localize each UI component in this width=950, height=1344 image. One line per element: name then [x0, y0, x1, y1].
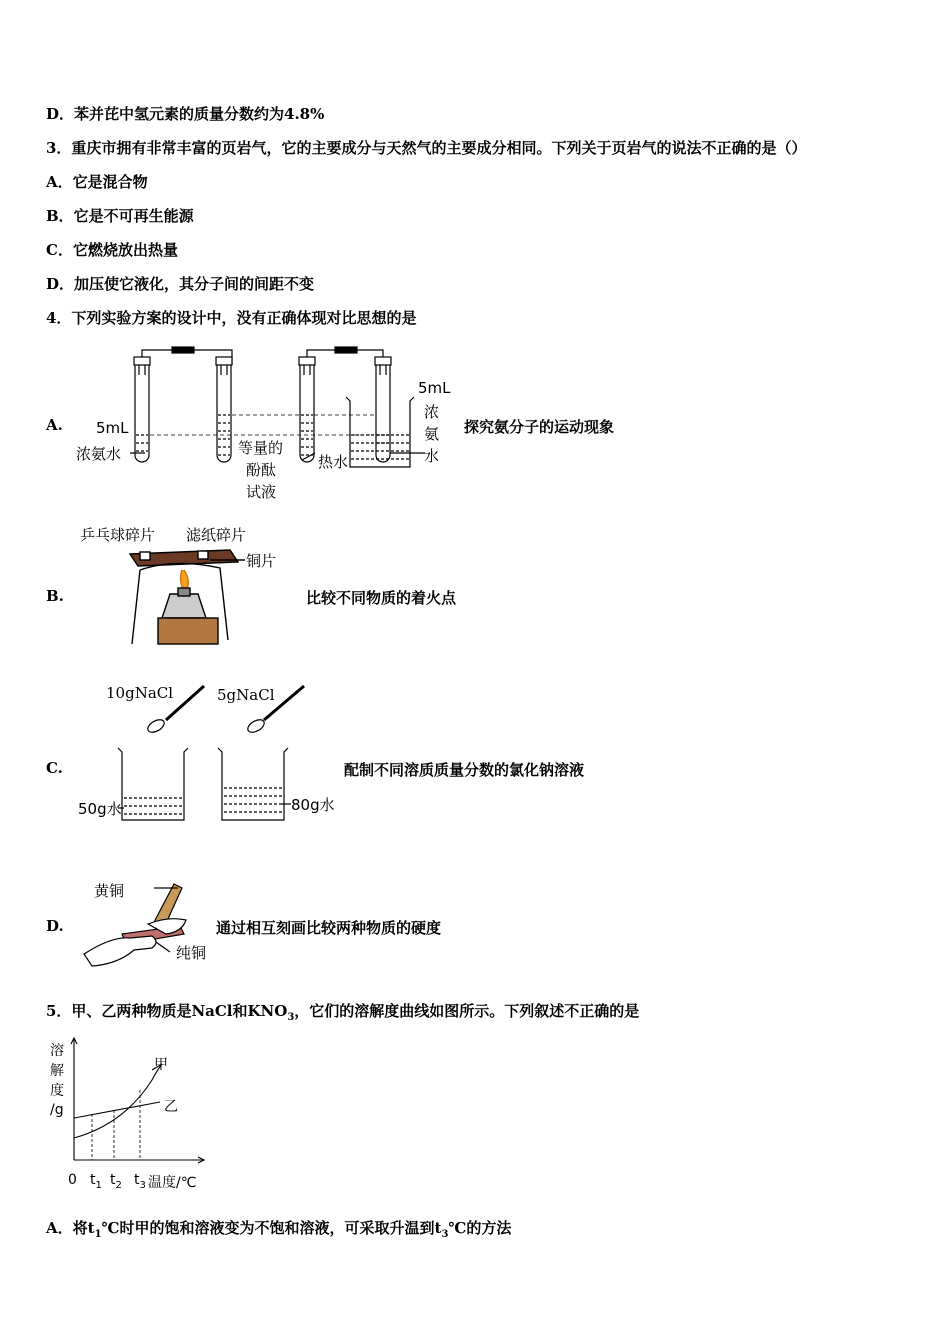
- q5-stem: 5．甲、乙两种物质是NaCl和$KNO_3$，它们的溶解度曲线如图所示。下列叙述不正确的是: [46, 1002, 640, 1023]
- label-left-ammonia: 浓氨水: [76, 445, 122, 463]
- label-water-80g: 80g水: [291, 796, 335, 814]
- label-phenolphthalein-1: 等量的: [238, 439, 284, 457]
- label-right-c2: 氨: [424, 425, 440, 443]
- chart-xlabel: 温度/℃: [148, 1175, 197, 1191]
- chart-ylabel-3: 度: [50, 1083, 64, 1099]
- q4-option-d-letter: D.: [46, 917, 64, 935]
- q4-option-d-desc: 通过相互刻画比较两种物质的硬度: [216, 919, 442, 937]
- solubility-curve-chart: [44, 1034, 214, 1194]
- chart-origin: 0: [68, 1172, 77, 1188]
- label-right-volume: 5mL: [418, 379, 451, 397]
- ammonia-experiment-figure: [70, 335, 460, 505]
- label-hot-water: 热水: [318, 453, 349, 471]
- chart-tick-t2: $t_2$: [110, 1172, 122, 1191]
- label-right-c1: 浓: [424, 403, 440, 421]
- q3-option-c: C．它燃烧放出热量: [46, 241, 178, 259]
- label-phenolphthalein-2: 酚酞: [246, 461, 277, 479]
- label-filter-paper-pieces: 滤纸碎片: [186, 526, 247, 544]
- label-left-volume: 5mL: [96, 419, 129, 437]
- chart-series-jia: 甲: [154, 1057, 168, 1073]
- hardness-figure: [82, 876, 222, 968]
- ignition-point-figure: [80, 522, 290, 652]
- q3-stem: 3．重庆市拥有非常丰富的页岩气，它的主要成分与天然气的主要成分相同。下列关于页岩气的说法不正确的是（）: [46, 139, 807, 157]
- chart-ylabel-2: 解: [50, 1063, 64, 1079]
- q4-option-b-letter: B.: [46, 587, 64, 605]
- label-phenolphthalein-3: 试液: [246, 483, 277, 501]
- label-pingpong-pieces: 乒乓球碎片: [80, 526, 156, 544]
- chart-tick-t3: $t_3$: [134, 1172, 146, 1191]
- q3-option-b: B．它是不可再生能源: [46, 207, 194, 225]
- q3-option-a: A．它是混合物: [46, 173, 148, 191]
- curve-jia: [74, 1064, 162, 1138]
- q4-option-c-letter: C.: [46, 759, 63, 777]
- q3-option-d: D．加压使它液化，其分子间的间距不变: [46, 275, 315, 293]
- q4-option-b-desc: 比较不同物质的着火点: [306, 589, 457, 607]
- label-copper-sheet: 铜片: [246, 552, 277, 570]
- chart-tick-t1: $t_1$: [90, 1172, 102, 1191]
- label-pure-copper: 纯铜: [176, 944, 207, 962]
- q4-stem: 4．下列实验方案的设计中，没有正确体现对比思想的是: [46, 309, 417, 327]
- label-brass: 黄铜: [94, 882, 125, 900]
- salt-solution-figure: [76, 680, 346, 828]
- q5-option-a: A．将$t_1℃$时甲的饱和溶液变为不饱和溶液，可采取升温到$t_3℃$的方法: [46, 1219, 512, 1240]
- q4-option-a-desc: 探究氨分子的运动现象: [464, 418, 615, 436]
- q2-option-d: D．苯并芘中氢元素的质量分数约为4.8%: [46, 105, 325, 123]
- chart-ylabel-4: /g: [50, 1102, 64, 1118]
- label-water-50g: 50g水: [78, 800, 122, 818]
- curve-yi: [74, 1102, 160, 1118]
- chart-ylabel-1: 溶: [50, 1043, 64, 1059]
- label-salt-10g: 10gNaCl: [106, 684, 174, 702]
- label-salt-5g: 5gNaCl: [217, 686, 275, 704]
- label-right-c3: 水: [424, 447, 440, 465]
- q4-option-a-letter: A.: [46, 416, 63, 434]
- chart-series-yi: 乙: [164, 1099, 178, 1115]
- q4-option-c-desc: 配制不同溶质质量分数的氯化钠溶液: [344, 761, 585, 779]
